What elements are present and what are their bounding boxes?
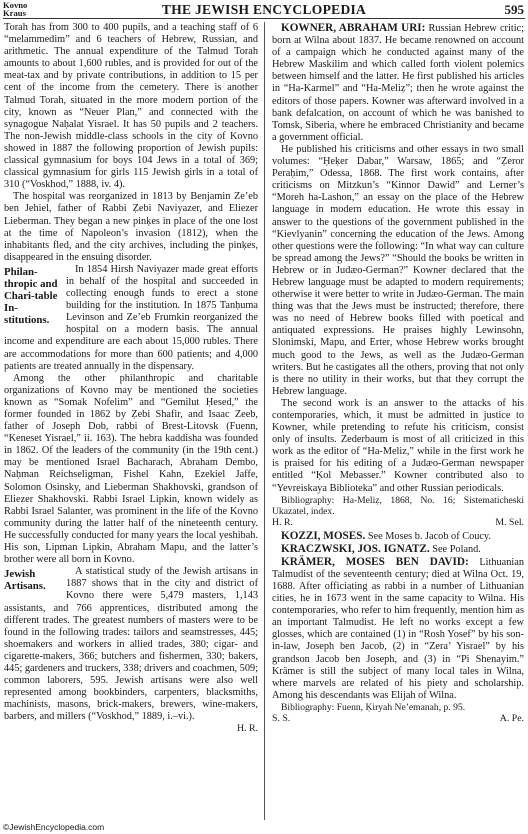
- signature-kowner-left: H. R.: [272, 517, 293, 529]
- paragraph-artisans-text: A statistical study of the Jewish artisans in 1887 shows that in the city and district of Kovno there were 5,479 masters, 1,143 assistants, and 766 apprentices, distributed among the different trades. The greatest numbers of masters were to be found in the following trades: tailors and seamstresses, 445; shoemakers and workers in allied trades, 380; cigar- and cigarette-makers, 366; butchers and fishermen, 330; bakers, 445; gardeners and truckers, 338; drivers and coachmen, 509; common laborers, 595. Jewish artisans were also well represented among bookbinders, carpenters, blacksmiths, machinists, masons, brick-makers, brewers, wine-makers, barbers, and millers (“Voskhod,” 1889, i.–vi.).: [4, 566, 258, 723]
- paragraph-hospital: The hospital was reorganized in 1813 by Benjamin Ze’eb ben Jehiel, father of Rabbi Ẓebi Naviyazer, and Eliezer Lieberman. They began a new pinḳes in place of the one lost at the time of Napoleon’s invasion (1812), when the inhabitants fled, and the city archives, including the pinḳes, disappeared in the ensuing disorder.: [4, 191, 258, 263]
- paragraph-organizations: Among the other philanthropic and charitable organizations of Kovno may be mentioned the societies known as “Somak Nofelim” and “Gemilut Ḥesed,” the former founded in 1862 by Ẓebi Shafir, and Isaac Zeeb, father of Joseph Dob, rabbi of Brest-Litovsk (Fuenn, “Keneset Yisrael,” ii. 163). The hebra kaddisha was founded in 1862. Of the leaders of the community (in the 19th cent.) may be mentioned Israel Bacharach, Abraham Dembo, Naḥman Reichseligman, Fishel Kahn, Ezekiel Jaffe, Solomon Osinsky, and Lieberman Shakhovski, grandson of Eliezer Shakhovski. Rabbi Israel Lipkin, known widely as Rabbi Israel Salanter, was prominent in the life of the Kovno community during the latter half of the nineteenth century. He successfully conducted for many years the local yeshibah. His son, Lipman Lipkin, Abraham Mapu, and the latter’s brother were all born in Kovno.: [4, 372, 258, 566]
- page-title: THE JEWISH ENCYCLOPEDIA: [161, 2, 367, 17]
- page-number: 595: [504, 2, 524, 17]
- page-header: [0, 0, 528, 18]
- entry-kozzi: [272, 530, 524, 543]
- headword-kramer: KRÄMER, MOSES BEN DAVID:: [281, 555, 469, 568]
- signature-kramer-right: A. Pe.: [499, 713, 524, 725]
- entry-kramer-text: Lithuanian Talmudist of the seventeenth century; died at Wilna Oct. 19, 1688. After officiating as rabbi in a number of Lithuanian cities, he in 1673 went in the same capacity to Wilna. His contemporaries, who refer to him frequently, mention him as an important Talmudist. He left no works except a few glosses, which are contained (1) in “Rosh Yosef” by his son-in-law, Joseph ben Jacob, (2) in “Zera’ Yisrael” by his grandson Jacob ben Joseph, and (3) in “Pi Shenayim.” Krämer is still the subject of many local tales in Wilna, where marvels are related of his piety and scholarship. Among his descendants was Elijah of Wilna.: [272, 556, 524, 701]
- running-head-top: Kovno: [3, 0, 28, 10]
- watermark: ©JewishEncyclopedia.com: [3, 822, 105, 832]
- signature-kramer-left: S. S.: [272, 713, 291, 725]
- sidenote-philanthropic: Philan-thropic and Chari-table In-stitutions.: [4, 265, 58, 326]
- entry-kraczwski: [272, 543, 524, 556]
- headword-kozzi: KOZZI, MOSES.: [281, 529, 366, 542]
- entry-kowner: [272, 22, 524, 144]
- running-head-bottom: Kraus: [3, 8, 26, 18]
- paragraph-kowner-works: He published his criticisms and other essays in two small volumes: “Ḥeḳer Dabar,” Warsaw, 1865; and “Ẓeror Peraḥim,” Odessa, 1868. The first work contains, after criticisms on Mitzkun’s “Kinnor Dawid” and Lerner’s “Moreh ha-Lashon,” an essay on the place of the Hebrew language in modern education. He wrote this essay in answer to the questions of the government published in the “Kievlyanin” concerning the education of the Jews. Among other questions were the following: “In what way can culture be spread among the Jews?” “Should the books be written in Hebrew or in Judæo-German?” Kowner declared that the Hebrew language must be adapted to modern requirements; otherwise it were better to write in Judæo-German. The main thing was that the Jews must be instructed; therefore, there was no need of Hebrew books filled with poetical and antiquated expressions. He praises highly Lewinsohn, Slonimski, Mapu, and Erter, whose Hebrew works brought much good to the Jews, as well as the Judæo-German writers. But he castigates all the others, proving that not only is there no utility in their works, but that they corrupt the Hebrew language.: [272, 143, 524, 397]
- signature-kramer: [272, 713, 524, 725]
- crossref-kozzi[interactable]: See Moses b. Jacob of Coucy.: [365, 530, 491, 542]
- crossref-kraczwski[interactable]: See Poland.: [429, 543, 481, 555]
- header-rule: [3, 18, 525, 19]
- column-divider: [264, 22, 265, 820]
- paragraph-talmud-torah: Torah has from 300 to 400 pupils, and a teaching staff of 6 “melammedim” and 6 teachers of Hebrew, Russian, and arithmetic. The annual expenditure of the Talmud Torah amounts to about 1,600 rubles, and is provided for out of the meat-tax and by private contributions, in addition to 15 per cent of the income from the cemetery. There is another Talmud Torah, situated in the more modern portion of the city, known as “Neuer Plan,” and connected with the synagogue Naḥalat Yisrael. It has 50 pupils and 2 teachers. The non-Jewish middle-class schools in the city of Kovno showed in 1887 the following proportion of Jewish pupils: classical gymnasium for boys 104 Jews in a total of 369; classical gymnasium for girls 115 Jewish girls in a total of 310 (“Voskhod,” 1888, iv. 4).: [4, 22, 258, 191]
- paragraph-hospital-1854-text: In 1854 Hirsh Naviyazer made great efforts in behalf of the hospital and succeeded in collecting enough funds to erect a stone building for the institution. In 1875 Tanḥuma Levinson and Ze’eb Frumkin reorganized the hospital on a modern basis. The annual income and expenditure are each about 15,000 rubles. There are accommodations for more than 600 patients; and 4,000 patients are treated annually in the dispensary.: [4, 263, 258, 372]
- entry-kowner-text: Russian Hebrew critic; born at Wilna about 1837. He became renowned on account of a campaign which he conducted against many of the Hebrew Maskilim and which called forth violent polemics between himself and the latter. He first published his articles in “Ha-Karmel” and “Ha-Meliẓ”; then he wrote against the editors of those papers. Kowner was afterward involved in a bank defalcation, on account of which he was banished to Tomsk, Siberia, where he embraced Christianity and became a government official.: [272, 23, 525, 143]
- bibliography-kowner: Bibliography: Ha-Meliẓ, 1868, No. 16; Sistematicheski Ukazatel, index.: [272, 494, 524, 518]
- right-column: [272, 22, 524, 725]
- signature-kowner: [272, 517, 524, 529]
- headword-kowner: KOWNER, ABRAHAM URI:: [281, 22, 426, 34]
- signature-initials: H. R.: [237, 723, 258, 735]
- sidenote-artisans: Jewish Artisans.: [4, 568, 46, 593]
- paragraph-kowner-second: The second work is an answer to the attacks of his contemporaries, which, it must be admitted in justice to Kowner, while pretending to refute his criticism, consist only of insults. Zederbaum is most of all criticized in this work as the editor of “Ha-Meliz,” while in the first work he is praised for his editing of a Judæo-German newspaper entitled “Ḳol Mebasser.” Kowner contributed also to “Yevreiskaya Biblioteka” and other Russian periodicals.: [272, 397, 524, 494]
- entry-kramer: [272, 556, 524, 702]
- bibliography-kramer: Bibliography: Fuenn, Ḳiryah Ne’emanah, p. 95.: [281, 701, 466, 713]
- paragraph-artisans: [4, 566, 258, 723]
- signature-left: [4, 723, 258, 735]
- signature-kowner-right: M. Sel.: [495, 517, 524, 529]
- paragraph-hospital-1854: [4, 264, 258, 373]
- headword-kraczwski: KRACZWSKI, JOS. IGNATZ.: [281, 542, 430, 555]
- left-column: [4, 22, 258, 736]
